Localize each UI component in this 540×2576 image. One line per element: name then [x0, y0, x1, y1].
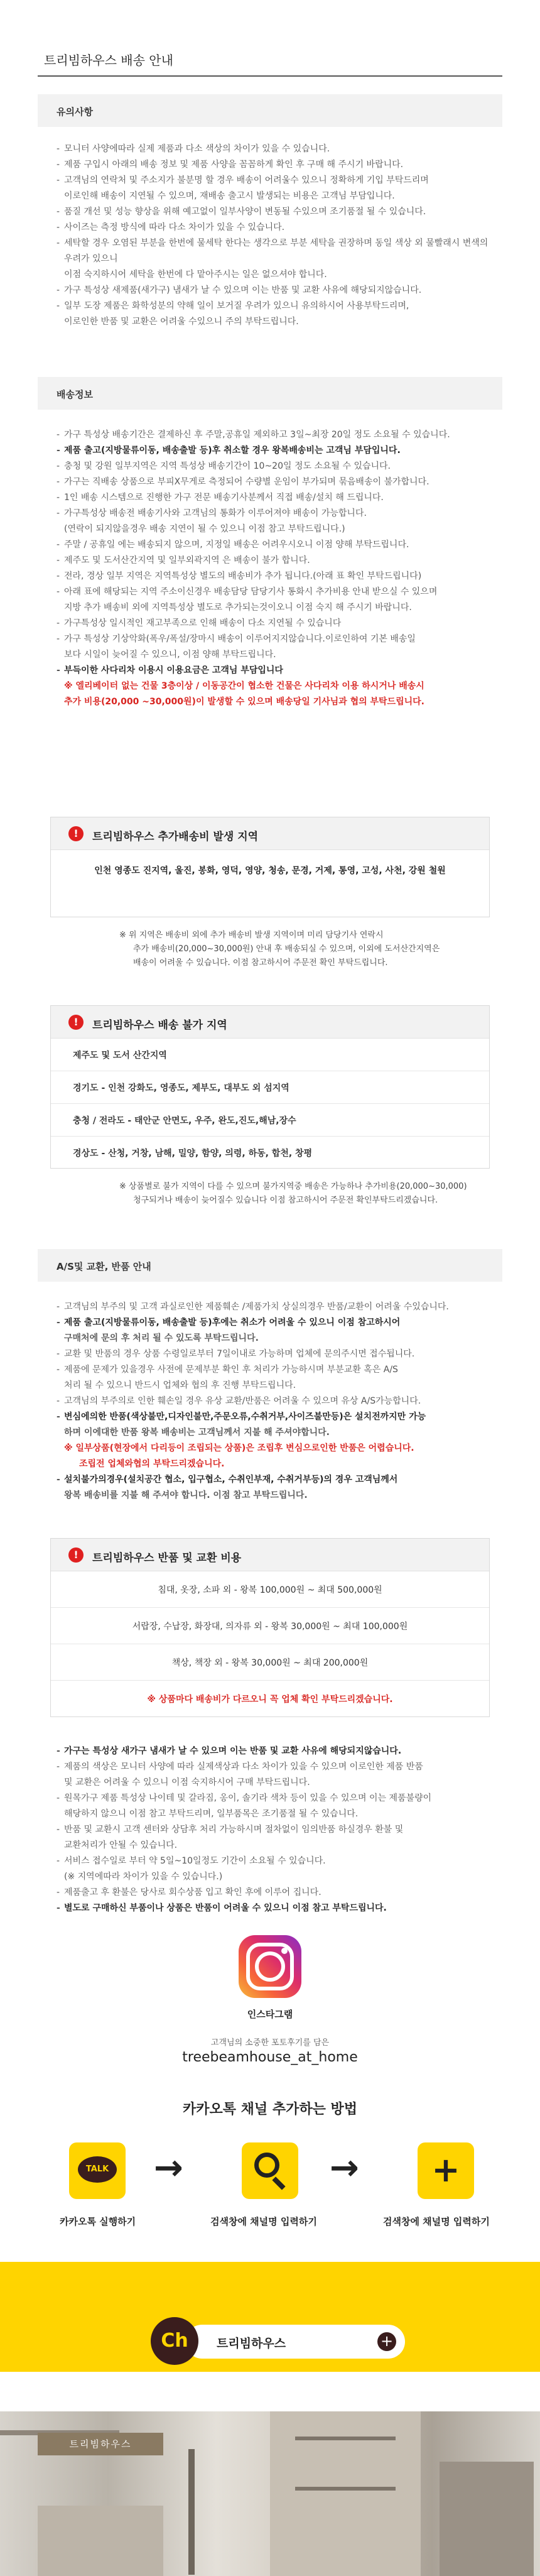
instagram-dot	[281, 1948, 288, 1954]
list-item: - 서비스 접수일로 부터 약 5일~10일정도 기간이 소요될 수 있습니다.	[57, 1853, 496, 1869]
step-label: 검색창에 채널명 입력하기	[210, 2216, 317, 2227]
table-row: 경상도 - 산청, 거창, 남해, 밀양, 함양, 의령, 하동, 합천, 창평	[73, 1149, 313, 1159]
warning-line: 추가 비용(20,000 ~30,000원)이 발생할 수 있으며 배송당일 기사님과 협의 부탁드립니다.	[64, 697, 424, 707]
fee-table-box	[50, 1538, 490, 1717]
list-item: - 충청 및 강원 일부지역은 지역 특성상 배송기간이 10~20일 정도 소요될 수 있습니다.	[57, 459, 496, 474]
list-item: - 제품에 문제가 있을경우 사전에 문제부분 확인 후 처리가 가능하시며 부분교환 혹은 A/S	[57, 1362, 496, 1378]
page-title: 트리빔하우스 배송 안내	[44, 53, 173, 68]
list-item: - 1인 배송 시스템으로 진행한 가구 전문 배송기사분께서 직접 배송/설치 해 드립니다.	[57, 490, 496, 506]
warning-line: ※ 엘리베이터 없는 건물 3층이상 / 이동공간이 협소한 건물은 사다리차 이용 하시거나 배송시	[64, 681, 424, 691]
table-row: 충청 / 전라도 - 태안군 안면도, 우주, 완도,진도,해남,장수	[51, 1104, 489, 1137]
fee-table-heading: 트리빔하우스 반품 및 교환 비용	[92, 1552, 242, 1564]
list-item: - 제품의 색상은 모니터 사양에 따라 실제색상과 다소 차이가 있을 수 있으며 이로인한 제품 반품	[57, 1759, 496, 1775]
instagram-handle[interactable]: treebeamhouse_at_home	[182, 2049, 358, 2065]
step-label: 검색창에 채널명 입력하기	[383, 2216, 490, 2227]
list-item: - 아래 표에 해당되는 지역 주소이신경우 배송담당 담당기사 통화시 추가비용 안내 받으실 수 있으며	[57, 584, 496, 600]
list-item: 하며 이에대한 반품 왕복 배송비는 고객님께서 지불 해 주셔야합니다.	[64, 1427, 330, 1438]
table-row: 경기도 - 인천 강화도, 영종도, 제부도, 대부도 외 섬지역	[51, 1071, 489, 1104]
list-item: 처리 될 수 있으니 반드시 업체와 협의 후 진행 부탁드립니다.	[64, 1380, 296, 1390]
kakao-talk-icon	[69, 2142, 126, 2199]
list-item: - 가구특성상 일시적인 재고부족으로 인해 배송이 다소 지연될 수 있습니다	[57, 616, 496, 631]
list-item: - 모니터 사양에따라 실제 제품과 다소 색상의 차이가 있을 수 있습니다.	[57, 141, 496, 157]
kakao-heading: 카카오톡 채널 추가하는 방법	[182, 2102, 357, 2117]
final-list	[57, 1744, 496, 1916]
list-item: - 가구 특성상 배송기간은 결제하신 후 주말,공휴일 제외하고 3일~최장 20일 정도 소요될 수 있습니다.	[57, 427, 496, 443]
channel-badge-icon: Ch	[151, 2317, 198, 2365]
note-line: ※ 상품별로 불가 지역이 다를 수 있으며 불가지역중 배송은 가능하나 추가비용(20,000~30,000)	[119, 1182, 467, 1191]
list-item: - 품질 개선 및 성능 향상을 위해 예고없이 일부사양이 변동될 수있으며 조기품절 될 수 있습니다.	[57, 204, 496, 220]
plus-icon: +	[418, 2142, 474, 2199]
alert-icon: !	[68, 1547, 84, 1563]
list-item: - 가구 특성상 새제품(새가구) 냄새가 날 수 있으며 이는 반품 및 교환 사유에 해당되지않습니다.	[57, 283, 496, 298]
list-item: - 제품출고 후 환불은 당사로 회수상품 입고 확인 후에 이루어 집니다.	[57, 1885, 496, 1901]
list-item: - 주말 / 공휴일 에는 배송되지 않으며, 지정일 배송은 어려우시오니 이점 양해 부탁드립니다.	[57, 537, 496, 553]
list-item: - 가구는 직배송 상품으로 부피X무게로 측정되어 수량별 운임이 부가되며 묶음배송이 불가합니다.	[57, 474, 496, 490]
search-icon	[242, 2142, 298, 2199]
extra-fee-box	[50, 817, 490, 917]
list-item: - 설치불가의경우(설치공간 협소, 입구협소, 수취인부재, 수취거부등)의 경우 고객님께서	[57, 1472, 496, 1488]
list-item: 이로인해 배송이 지연될 수 있으며, 재배송 출고시 발생되는 비용은 고객님 부담입니다.	[64, 191, 395, 201]
list-item: - 부득이한 사다리차 이용시 이용요금은 고객님 부담입니다	[57, 663, 496, 679]
table-row: 제주도 및 도서 산간지역	[51, 1039, 489, 1071]
fee-note: ※ 상품마다 배송비가 다르오니 꼭 업체 확인 부탁드리겠습니다.	[147, 1695, 393, 1705]
list-item: - 고객님의 연락처 및 주소지가 불분명 할 경우 배송이 어려울수 있으니 정확하게 기입 부탁드리며	[57, 173, 496, 188]
talk-bubble: TALK	[78, 2156, 117, 2183]
notice-heading: 유의사항	[57, 106, 93, 117]
no-delivery-note	[119, 1180, 467, 1208]
no-delivery-box	[50, 1005, 490, 1169]
channel-search-bar[interactable]	[185, 2325, 405, 2359]
list-item: - 사이즈는 측정 방식에 따라 다소 차이가 있을 수 있습니다.	[57, 220, 496, 236]
notice-header	[38, 94, 502, 127]
shipping-heading: 배송정보	[57, 389, 93, 400]
list-item: - 제품 출고(지방물류이동, 배송출발 등)후에는 취소가 어려울 수 있으니 이점 참고하시어	[57, 1315, 496, 1331]
table-row: 서랍장, 수납장, 화장대, 의자류 외 - 왕복 30,000원 ~ 최대 100,000원	[51, 1608, 489, 1644]
extra-fee-heading: 트리빔하우스 추가배송비 발생 지역	[92, 831, 259, 843]
list-item: - 세탁할 경우 오염된 부분을 한번에 물세탁 한다는 생각으로 부분 세탁을 권장하며 동일 색상 외 물빨래시 변색의 우려가 있으니	[57, 236, 496, 267]
list-item: 지방 추가 배송비 외에 지역특성상 별도로 추가되는것이오니 이점 숙지 해 주시기 바랍니다.	[64, 603, 412, 613]
note-line: ※ 위 지역은 배송비 외에 추가 배송비 발생 지역이며 미리 담당기사 연락시	[119, 931, 384, 940]
notice-list	[57, 141, 496, 330]
list-item: 해당하지 않으니 이점 참고 부탁드리며, 일부품목은 조기품절 될 수 있습니다.	[64, 1809, 359, 1819]
search-lens	[254, 2153, 279, 2178]
list-item: - 고객님의 부주의로 인한 훼손일 경우 유상 교환/반품은 어려울 수 있으며 유상 A/S가능합니다.	[57, 1394, 496, 1409]
alert-icon: !	[68, 1015, 84, 1030]
shipping-list	[57, 427, 496, 710]
title-divider	[38, 75, 502, 77]
note-line: 추가 배송비(20,000~30,000원) 안내 후 배송되실 수 있으며, 이외에 도서산간지역은	[133, 944, 440, 954]
list-item: - 제주도 및 도서산간지역 및 일부외곽지역 은 배송이 불가 합니다.	[57, 553, 496, 569]
note-line: 청구되거나 배송이 늦어질수 있습니다 이점 참고하시어 주문전 확인부탁드리겠습니다.	[133, 1196, 438, 1205]
list-item: (연락이 되지않을경우 배송 지연이 될 수 있으니 이점 참고 부탁드립니다.)	[64, 524, 345, 534]
extra-fee-header	[51, 817, 489, 850]
list-item: - 반품 및 교환시 고객 센터와 상담후 처리 가능하시며 절차없이 임의반품 하실경우 환불 및	[57, 1822, 496, 1838]
warning-line: ※ 일부상품(현장에서 다리등이 조립되는 상품)은 조립후 변심으로인한 반품은 어렵습니다.	[64, 1443, 414, 1453]
list-item: 왕복 배송비를 지불 해 주셔야 합니다. 이점 참고 부탁드립니다.	[64, 1490, 308, 1500]
list-item: - 일부 도장 제품은 화학성분의 약해 일이 보거질 우려가 있으니 유의하시어 사용부탁드리며,	[57, 298, 496, 314]
list-item: 이로인한 반품 및 교환은 어려울 수있으니 주의 부탁드립니다.	[64, 317, 299, 327]
shipping-header	[38, 377, 502, 410]
list-item: - 전라, 경상 일부 지역은 지역특성상 별도의 배송비가 추가 됩니다.(아래 표 확인 부탁드립니다)	[57, 569, 496, 584]
instagram-label: 인스타그램	[247, 2009, 293, 2020]
list-item: 및 교환은 어려울 수 있으니 이점 숙지하시어 구매 부탁드립니다.	[64, 1777, 310, 1787]
arrow-right-icon: →	[330, 2148, 359, 2188]
table-row: 침대, 옷장, 소파 외 - 왕복 100,000원 ~ 최대 500,000원	[51, 1571, 489, 1608]
list-item: 보다 시일이 늦어질 수 있으니, 이점 양해 부탁드립니다.	[64, 650, 276, 660]
list-item: - 원목가구 제품 특성상 나이테 및 갈라짐, 옹이, 솔기라 색차 등이 있을 수 있으며 이는 제품불량이	[57, 1791, 496, 1806]
list-item: - 변심에의한 반품(색상불만,디자인불만,주문오류,수취거부,사이즈불만등)은 설치전까지만 가능	[57, 1409, 496, 1425]
returns-list	[57, 1299, 496, 1504]
list-item: - 제품 출고(지방물류이동, 배송출발 등)후 취소할 경우 왕복배송비는 고객님 부담입니다.	[57, 443, 496, 459]
list-item: 이점 숙지하시어 세탁을 한번에 다 맡아주시는 일은 없으셔야 합니다.	[64, 270, 327, 280]
list-item: - 고객님의 부주의 및 고객 과실로인한 제품훼손 /제품가치 상실의경우 반품/교환이 어려울 수있습니다.	[57, 1299, 496, 1315]
warning-line: 조립전 업체와협의 부탁드리겠습니다.	[79, 1459, 225, 1469]
no-delivery-heading: 트리빔하우스 배송 불가 지역	[92, 1019, 227, 1032]
add-channel-icon[interactable]: +	[377, 2332, 396, 2351]
arrow-right-icon: →	[154, 2148, 183, 2188]
returns-heading: A/S및 교환, 반품 안내	[57, 1261, 151, 1272]
note-line: 배송이 어려울 수 있습니다. 이점 참고하시어 주문전 확인 부탁드립니다.	[133, 958, 388, 968]
alert-icon: !	[68, 826, 84, 841]
fee-table-header	[51, 1539, 489, 1571]
returns-header	[38, 1249, 502, 1282]
list-item: - 별도로 구매하신 부품이나 상품은 반품이 어려울 수 있으니 이점 참고 부탁드립니다.	[57, 1901, 496, 1916]
list-item: - 가구특성상 배송전 배송기사와 고객님의 통화가 이루어져야 배송이 가능합니다.	[57, 506, 496, 521]
extra-fee-note	[119, 929, 440, 970]
list-item: - 제품 구입시 아래의 배송 정보 및 제품 사양을 꼼꼼하게 확인 후 구매 해 주시기 바랍니다.	[57, 157, 496, 173]
list-item: - 가구 특성상 기상악화(폭우/폭설/장마시 배송이 이루어지지않습니다.이로인하여 기본 배송일	[57, 631, 496, 647]
instagram-caption: 고객님의 소중한 포토후기를 담은	[210, 2038, 330, 2048]
table-row: 책상, 책장 외 - 왕복 30,000원 ~ 최대 200,000원	[51, 1644, 489, 1681]
list-item: 구매처에 문의 후 처리 될 수 있도록 부탁드립니다.	[64, 1333, 259, 1343]
list-item: (※ 지역에따라 차이가 있을 수 있습니다.)	[64, 1872, 223, 1882]
list-item: - 가구는 특성상 새가구 냄새가 날 수 있으며 이는 반품 및 교환 사유에 해당되지않습니다.	[57, 1744, 496, 1759]
photo-label: 트리빔하우스	[38, 2433, 163, 2455]
instagram-lens	[255, 1951, 285, 1982]
search-handle	[272, 2176, 285, 2190]
channel-name: 트리빔하우스	[217, 2337, 286, 2350]
list-item: 교환처리가 안될 수 있습니다.	[64, 1840, 178, 1850]
list-item: - 교환 및 반품의 경우 상품 수령일로부터 7일이내로 가능하며 업체에 문의주시면 접수됩니다.	[57, 1346, 496, 1362]
no-delivery-header	[51, 1006, 489, 1039]
step-label: 카카오톡 실행하기	[60, 2216, 136, 2227]
extra-fee-regions: 인천 영종도 진지역, 울진, 봉화, 영덕, 영양, 청송, 문경, 거제, 통영, 고성, 사천, 강원 철원	[94, 866, 446, 876]
instagram-icon[interactable]	[239, 1935, 301, 1998]
